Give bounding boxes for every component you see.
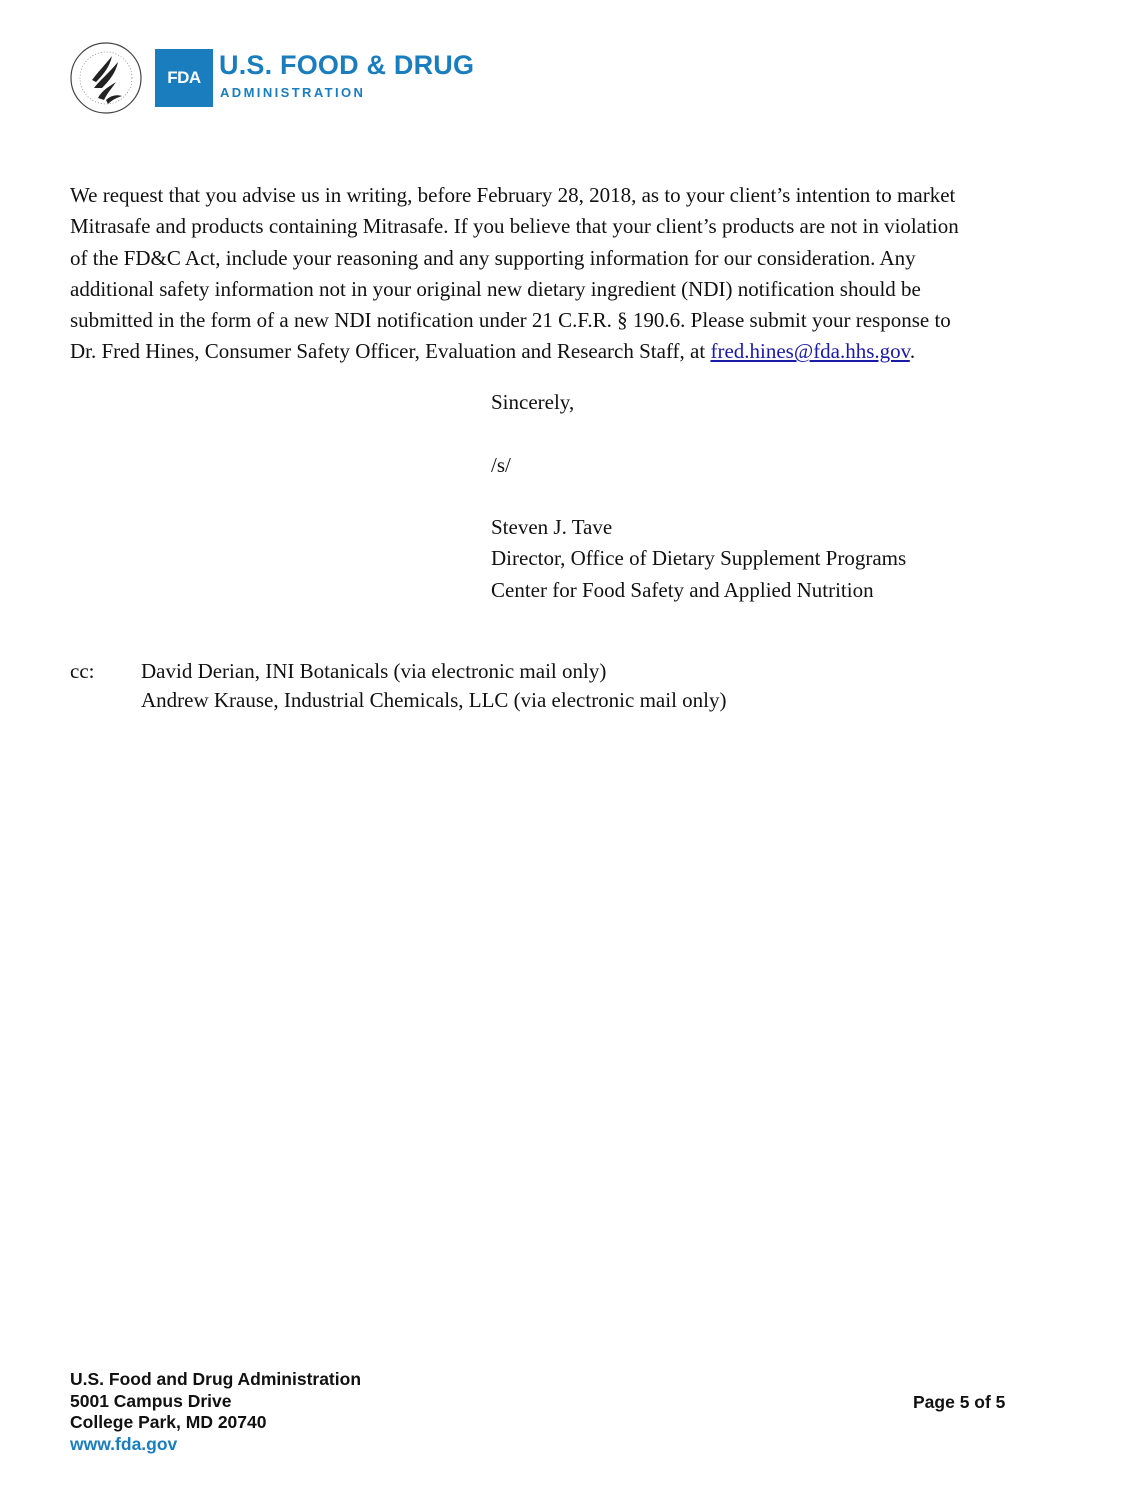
hhs-eagle-seal-icon bbox=[68, 40, 144, 116]
paragraph-line: Mitrasafe and products containing Mitrasafe. If you believe that your client’s products are not in violation bbox=[70, 214, 959, 239]
footer-website-link[interactable]: www.fda.gov bbox=[70, 1433, 178, 1454]
agency-name: U.S. FOOD & DRUG bbox=[219, 50, 475, 80]
cc-recipient: David Derian, INI Botanicals (via electronic mail only) bbox=[141, 659, 607, 683]
fda-logo bbox=[155, 49, 213, 107]
email-link[interactable]: fred.hines@fda.hhs.gov bbox=[710, 339, 910, 364]
paragraph-last-line bbox=[70, 336, 1080, 367]
signer-center: Center for Food Safety and Applied Nutrition bbox=[491, 577, 874, 602]
cc-label: cc: bbox=[70, 659, 95, 683]
paragraph-line: of the FD&C Act, include your reasoning and any supporting information for our consideration. Any bbox=[70, 245, 916, 270]
signature: /s/ bbox=[491, 453, 511, 477]
page-number: Page 5 of 5 bbox=[913, 1392, 1006, 1412]
footer-address bbox=[70, 1369, 361, 1455]
footer-street: 5001 Campus Drive bbox=[70, 1390, 232, 1411]
paragraph-line: submitted in the form of a new NDI notification under 21 C.F.R. § 190.6. Please submit your response to bbox=[70, 308, 951, 333]
signer-name: Steven J. Tave bbox=[491, 515, 613, 539]
paragraph-line: additional safety information not in your original new dietary ingredient (NDI) notification should be bbox=[70, 276, 921, 301]
letterhead bbox=[68, 40, 488, 120]
fda-logo-text: FDA bbox=[167, 68, 201, 87]
letter-paragraph bbox=[70, 180, 1080, 368]
paragraph-line-text: Dr. Fred Hines, Consumer Safety Officer, Evaluation and Research Staff, at bbox=[70, 339, 711, 364]
footer-org: U.S. Food and Drug Administration bbox=[70, 1369, 362, 1389]
cc-recipient-list bbox=[141, 657, 727, 715]
closing: Sincerely, bbox=[491, 390, 575, 414]
signer-title: Director, Office of Dietary Supplement Programs bbox=[491, 546, 907, 571]
agency-name-subtitle: ADMINISTRATION bbox=[220, 85, 366, 100]
email-suffix: . bbox=[909, 339, 916, 364]
paragraph-line: We request that you advise us in writing, before February 28, 2018, as to your client’s intention to market bbox=[70, 183, 956, 207]
signer-block bbox=[491, 512, 906, 606]
cc-recipient: Andrew Krause, Industrial Chemicals, LLC (via electronic mail only) bbox=[141, 688, 727, 712]
footer-city: College Park, MD 20740 bbox=[70, 1412, 267, 1432]
